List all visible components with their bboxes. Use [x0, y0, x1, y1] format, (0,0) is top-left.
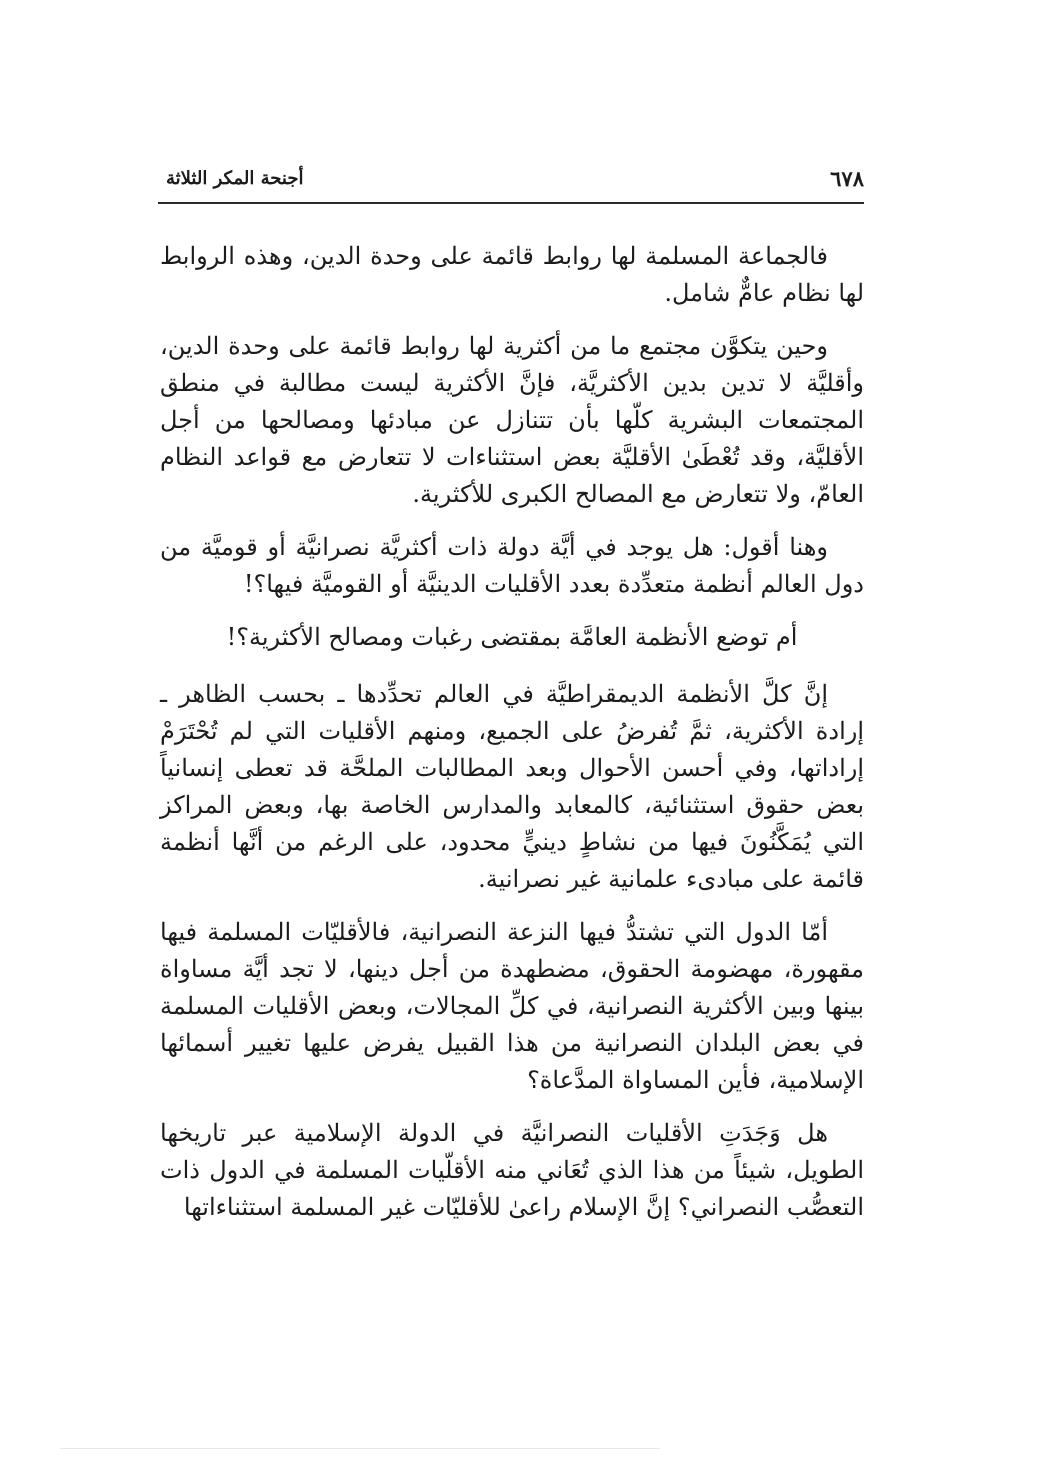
page-number: ٦٧٨ [830, 166, 864, 191]
paragraph: فالجماعة المسلمة لها روابط قائمة على وحدة الدين، وهذه الروابط لها نظام عامٌّ شامل. [160, 242, 864, 307]
paragraph: هل وَجَدَتِ الأقليات النصرانيَّة في الدولة الإسلامية عبر تاريخها الطويل، شيئاً من هذا الذي تُعَاني منه الأقلّيات المسلمة في الدول ذات التعصُّب النصراني؟ إنَّ الإسلام راعىٰ للأقليّات غير المسلمة استثناءاتها [160, 1119, 864, 1221]
running-header [158, 166, 864, 200]
paragraph: وهنا أقول: هل يوجد في أيَّة دولة ذات أكثريَّة نصرانيَّة أو قوميَّة من دول العالم أنظمة متعدِّدة بعدد الأقليات الدينيَّة أو القوميَّة فيها؟! [160, 533, 864, 598]
body-text [160, 238, 864, 1226]
paragraph: أمّا الدول التي تشتدُّ فيها النزعة النصرانية، فالأقليّات المسلمة فيها مقهورة، مهضومة الحقوق، مضطهدة من أجل دينها، لا تجد أيَّة مساواة بينها وبين الأكثرية النصرانية، في كلِّ المجالات، وبعض الأقليات المسلمة في بعض البلدان النصرانية من هذا القبيل يفرض عليها تغيير أسمائها الإسلامية، فأين المساواة المدَّعاة؟ [160, 918, 865, 1094]
scan-edge-line [60, 1448, 660, 1449]
paragraph: إنَّ كلَّ الأنظمة الديمقراطيَّة في العالم تحدِّدها ـ بحسب الظاهر ـ إرادة الأكثرية، ثمَّ تُفرضُ على الجميع، ومنهم الأقليات التي لم تُحْتَرَمْ إراداتها، وفي أحسن الأحوال وبعد المطالبات الملحَّة قد تعطى إنسانياً بعض حقوق استثنائية، كالمعابد والمدارس الخاصة بها، وبعض المراكز التي يُمَكَّنُونَ فيها من نشاطٍ دينيٍّ محدود، على الرغم من أنَّها أنظمة قائمة على مبادىء علمانية غير نصرانية. [160, 680, 864, 893]
paragraph: وحين يتكوَّن مجتمع ما من أكثرية لها روابط قائمة على وحدة الدين، وأقليَّة لا تدين بدين الأكثريَّة، فإنَّ الأكثرية ليست مطالبة في منطق المجتمعات البشرية كلّها بأن تتنازل عن مبادئها ومصالحها من أجل الأقليَّة، وقد تُعْطَىٰ الأقليَّة بعض استثناءات لا تتعارض مع قواعد النظام العامّ، ولا تتعارض مع المصالح الكبرى للأكثرية. [160, 332, 864, 508]
header-divider [158, 202, 864, 204]
book-title: أجنحة المكر الثلاثة [166, 168, 304, 189]
paragraph-question: أم توضع الأنظمة العامَّة بمقتضى رغبات ومصالح الأكثرية؟! [226, 623, 798, 651]
